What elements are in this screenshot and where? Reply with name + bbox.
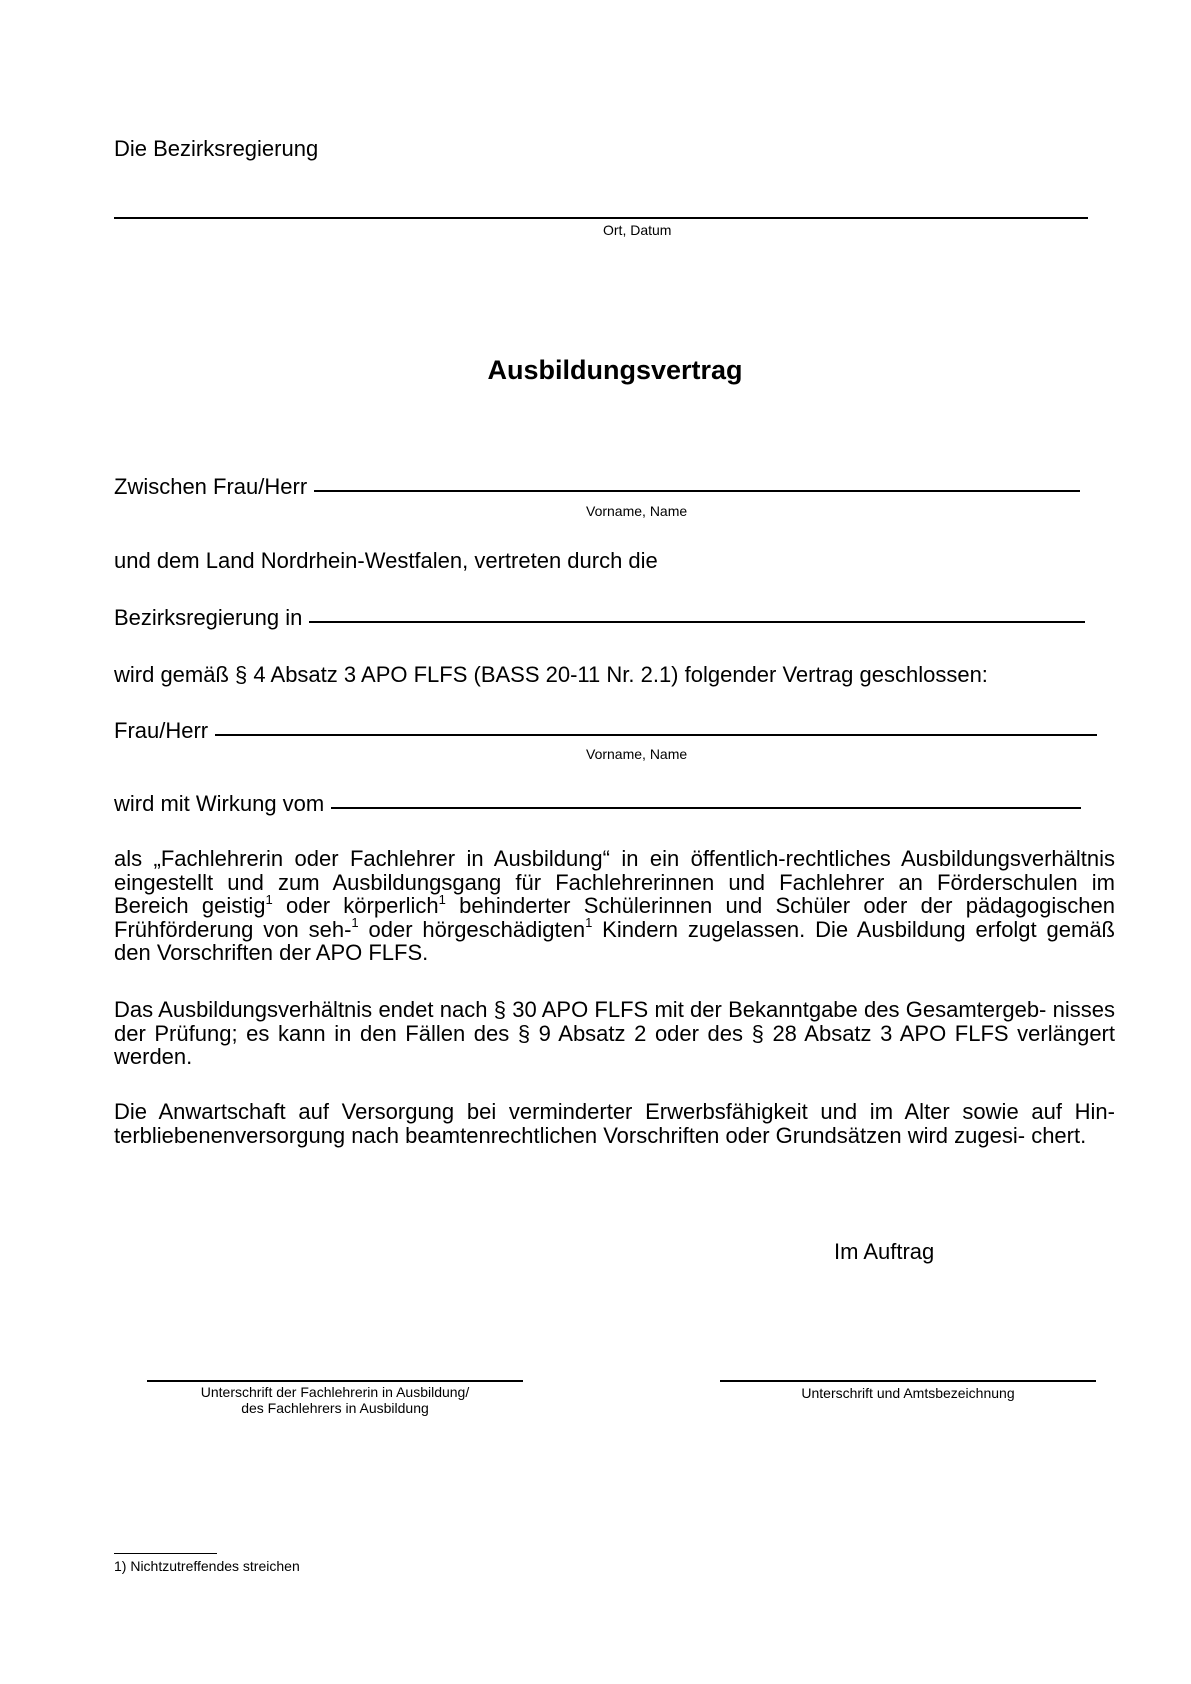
document-title: Ausbildungsvertrag	[487, 355, 743, 385]
trainee-signature-caption-2: des Fachlehrers in Ausbildung	[241, 1400, 429, 1416]
effective-row	[114, 791, 1081, 817]
footnote-mark: 1	[438, 891, 446, 907]
person-name-field[interactable]	[215, 734, 1097, 736]
contract-line: wird gemäß § 4 Absatz 3 APO FLFS (BASS 20-11 Nr. 2.1) folgender Vertrag geschlossen:	[114, 662, 988, 687]
paragraph-text: oder körperlich	[272, 893, 439, 918]
footnote-mark: 1	[351, 915, 359, 931]
person-row	[114, 718, 1097, 744]
paragraph-termination: Das Ausbildungsverhältnis endet nach § 30 APO FLFS mit der Bekanntgabe des Gesamtergeb- nisses der Prüfung; es kann in den Fällen des § 9 Absatz 2 oder des § 28 Absatz 3 APO FLFS verlängert werden.	[114, 997, 1115, 1069]
footnote-mark: 1	[585, 915, 593, 931]
footnote-mark: 1	[265, 891, 273, 907]
authority-label: Die Bezirksregierung	[114, 136, 319, 161]
paragraph-admission	[114, 847, 1115, 965]
person-label: Frau/Herr	[114, 718, 209, 743]
paragraph-text: behinderter Schülerinnen und Schüler oder der pädagogischen Frühförderung von seh-	[114, 893, 1115, 942]
official-signature-line[interactable]	[720, 1380, 1096, 1382]
trainee-signature-caption-1: Unterschrift der Fachlehrerin in Ausbildung/	[200, 1384, 470, 1400]
between-caption: Vorname, Name	[586, 503, 688, 519]
between-row	[114, 474, 1080, 500]
footnote-separator	[114, 1553, 217, 1554]
effective-label: wird mit Wirkung vom	[114, 791, 325, 816]
paragraph-text: Kindern zugelassen. Die Ausbildung erfolgt gemäß den Vorschriften der APO FLFS.	[114, 916, 1115, 965]
region-label: Bezirksregierung in	[114, 605, 303, 630]
trainee-signature-line[interactable]	[147, 1380, 523, 1382]
between-name-field[interactable]	[314, 490, 1080, 492]
paragraph-text: oder hörgeschädigten	[358, 916, 586, 942]
between-label: Zwischen Frau/Herr	[114, 474, 308, 499]
on-behalf-label: Im Auftrag	[834, 1239, 935, 1264]
paragraph-text: als „Fachlehrerin oder Fachlehrer in Ausbildung“ in ein öffentlich-rechtliches Ausbildungsverhältnis eingestellt und zum Ausbildungsgang für Fachlehrerinnen und Fachlehrer an Förderschulen im Bereich geistig	[114, 846, 1115, 918]
place-date-line[interactable]	[114, 217, 1088, 219]
footnote-text: 1) Nichtzutreffendes streichen	[114, 1558, 300, 1574]
official-signature-caption: Unterschrift und Amtsbezeichnung	[801, 1385, 1015, 1401]
region-field[interactable]	[309, 621, 1085, 623]
person-caption: Vorname, Name	[586, 746, 688, 762]
effective-date-field[interactable]	[331, 807, 1081, 809]
paragraph-pension: Die Anwartschaft auf Versorgung bei verminderter Erwerbsfähigkeit und im Alter sowie auf Hin- terbliebenenversorgung nach beamtenrechtlichen Vorschriften oder Grundsätzen wird zugesi- chert.	[114, 1099, 1115, 1148]
place-date-caption: Ort, Datum	[603, 222, 672, 238]
state-line: und dem Land Nordrhein-Westfalen, vertreten durch die	[114, 548, 658, 573]
region-row	[114, 605, 1085, 631]
